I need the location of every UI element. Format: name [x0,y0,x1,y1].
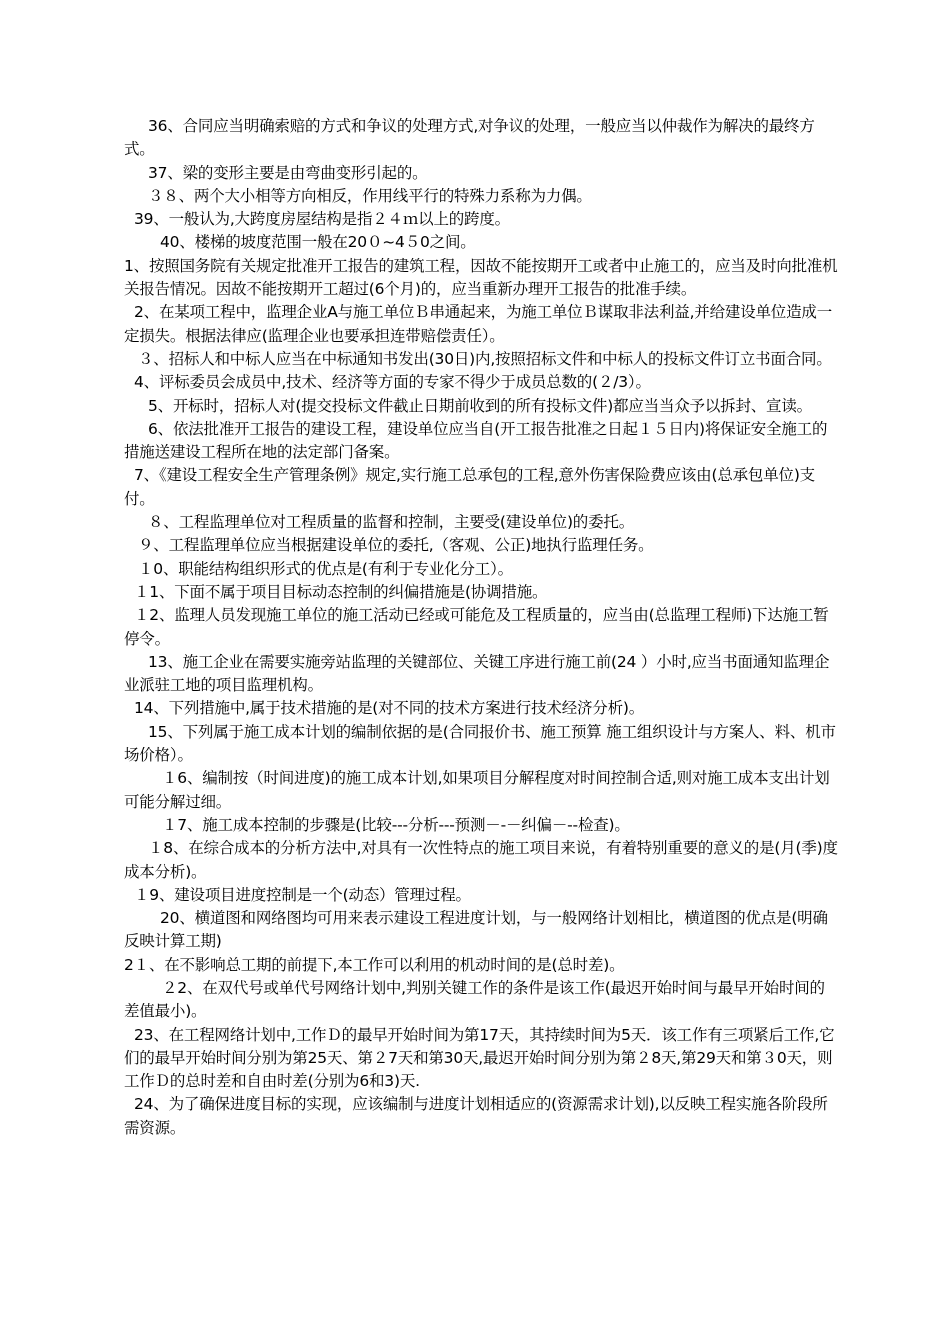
paragraph: 39、一般认为,大跨度房屋结构是指２４ｍ以上的跨度。 [134,210,510,229]
paragraph: 23、在工程网络计划中,工作Ｄ的最早开始时间为第17天，其持续时间为5天．该工作有三项紧后工作,它们的最早开始时间分别为第25天、第２7天和第30天,最迟开始时间分别为第２8天,第29天和第３0天，则工作Ｄ的总时差和自由时差(分别为6和3)天. [124,1025,835,1091]
paragraph: ２2、在双代号或单代号网络计划中,判别关键工作的条件是该工作(最迟开始时间与最早开始时间的差值最小)。 [124,978,825,1021]
paragraph: 20、横道图和网络图均可用来表示建设工程进度计划，与一般网络计划相比，横道图的优点是(明确反映计算工期) [124,909,828,951]
paragraph: １2、监理人员发现施工单位的施工活动已经或可能危及工程质量的，应当由(总监理工程师)下达施工暂停令。 [124,606,829,648]
paragraph: 14、下列措施中,属于技术措施的是(对不同的技术方案进行技术经济分析)。 [134,699,645,718]
paragraph: 7、《建设工程安全生产管理条例》规定,实行施工总承包的工程,意外伤害保险费应该由(总承包单位)支付。 [124,466,815,508]
paragraph: ３８、两个大小相等方向相反，作用线平行的特殊力系称为力偶。 [148,186,592,205]
paragraph: １6、编制按（时间进度)的施工成本计划,如果项目分解程度对时间控制合适,则对施工成本支出计划可能分解过细。 [124,769,830,811]
paragraph: 40、楼梯的坡度范围一般在20０~4５0之间。 [160,233,476,252]
paragraph: ９、工程监理单位应当根据建设单位的委托,（客观、公正)地执行监理任务。 [138,536,654,555]
paragraph: 13、施工企业在需要实施旁站监理的关键部位、关键工序进行施工前(24 ）小时,应当书面通知监理企业派驻工地的项目监理机构。 [124,652,830,695]
paragraph: 6、依法批准开工报告的建设工程，建设单位应当自(开工报告批准之日起１５日内)将保证安全施工的措施送建设工程所在地的法定部门备案。 [124,419,828,462]
document-body [124,115,840,1140]
paragraph: ８、工程监理单位对工程质量的监督和控制，主要受(建设单位)的委托。 [148,513,634,532]
paragraph: １0、职能结构组织形式的优点是(有利于专业化分工）。 [138,559,513,578]
paragraph: 4、评标委员会成员中,技术、经济等方面的专家不得少于成员总数的(２/3）。 [134,373,651,392]
paragraph: ３、招标人和中标人应当在中标通知书发出(30日)内,按照招标文件和中标人的投标文件订立书面合同。 [138,349,832,368]
paragraph: 37、梁的变形主要是由弯曲变形引起的。 [148,163,428,182]
paragraph: 24、为了确保进度目标的实现，应该编制与进度计划相适应的(资源需求计划),以反映工程实施各阶段所需资源。 [124,1095,828,1137]
paragraph: １8、在综合成本的分析方法中,对具有一次性特点的施工项目来说，有着特别重要的意义的是(月(季)度成本分析)。 [124,839,838,881]
paragraph: 1、按照国务院有关规定批准开工报告的建筑工程，因故不能按期开工或者中止施工的，应当及时向批准机关报告情况。因故不能按期开工超过(6个月)的，应当重新办理开工报告的批准手续。 [124,256,838,299]
paragraph: 2１、在不影响总工期的前提下,本工作可以利用的机动时间的是(总时差)。 [124,955,625,974]
paragraph: 5、开标时，招标人对(提交投标文件截止日期前收到的所有投标文件)都应当当众予以拆封、宣读。 [148,396,812,415]
paragraph: １1、下面不属于项目目标动态控制的纠偏措施是(协调措施。 [134,582,548,601]
paragraph: 15、下列属于施工成本计划的编制依据的是(合同报价书、施工预算 施工组织设计与方案人、料、机市场价格）。 [124,722,836,765]
paragraph: １9、建设项目进度控制是一个(动态）管理过程。 [134,885,471,904]
paragraph: １7、施工成本控制的步骤是(比较---分析---预测－-－纠偏－--检查)。 [162,815,630,834]
paragraph: 36、合同应当明确索赔的方式和争议的处理方式,对争议的处理，一般应当以仲裁作为解决的最终方式。 [124,117,815,159]
paragraph: 2、在某项工程中，监理企业A与施工单位Ｂ串通起来，为施工单位Ｂ谋取非法利益,并给建设单位造成一定损失。根据法律应(监理企业也要承担连带赔偿责任）。 [124,303,832,345]
